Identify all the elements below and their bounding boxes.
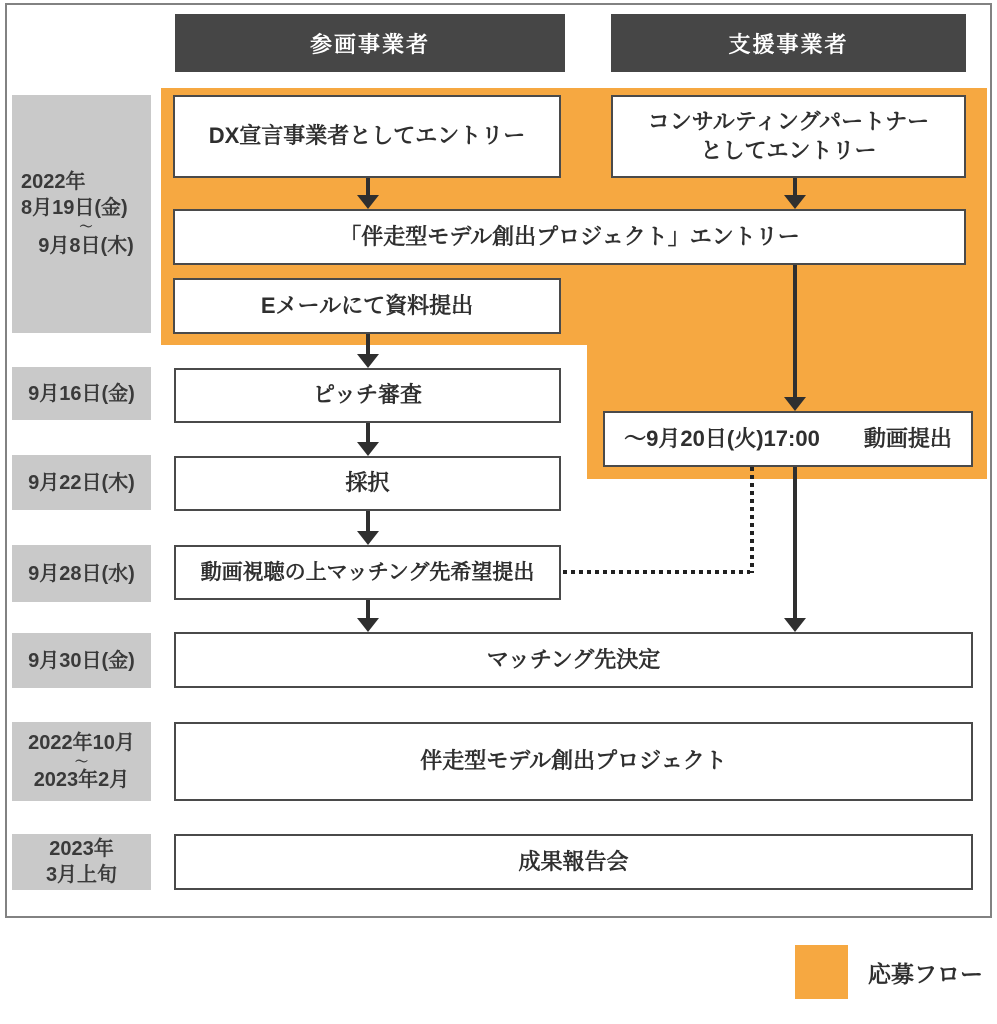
column-header-supporter-label: 支援事業者 — [728, 31, 849, 57]
step-label: 伴走型モデル創出プロジェクト — [420, 748, 727, 774]
step-label: マッチング先決定 — [486, 646, 661, 672]
step-label: としてエントリー — [700, 137, 877, 163]
date-tilde: ～ — [74, 753, 88, 769]
arrowhead-email-to-pitch — [357, 354, 379, 368]
date-matching — [12, 633, 151, 688]
date-tilde: ～ — [79, 219, 93, 235]
date-line: 9月30日(金) — [28, 649, 135, 672]
date-pitch — [12, 367, 151, 420]
date-line: 2023年2月 — [33, 769, 130, 792]
step-email-submit — [173, 278, 561, 334]
column-header-participant — [175, 14, 565, 72]
date-viewing — [12, 545, 151, 602]
step-adoption — [174, 456, 561, 511]
arrow-pitch-to-adoption — [366, 423, 370, 443]
legend-application-flow-swatch — [795, 945, 848, 999]
arrowhead-entry-to-video-submit — [784, 397, 806, 411]
step-label: 動画提出 — [863, 425, 952, 451]
date-report — [12, 834, 151, 890]
arrowhead-consulting-to-entry — [784, 195, 806, 209]
date-entry-period — [12, 95, 151, 333]
date-line: 9月8日(木) — [38, 234, 134, 257]
date-line: 9月22日(木) — [28, 471, 135, 494]
arrow-viewing-to-matching — [366, 600, 370, 619]
step-consulting-entry — [611, 95, 966, 178]
step-pitch-review — [174, 368, 561, 423]
arrow-entry-to-video-submit — [793, 265, 797, 398]
step-video-viewing — [174, 545, 561, 600]
arrow-consulting-to-entry — [793, 178, 797, 196]
date-line: 8月19日(金) — [21, 197, 128, 220]
step-project-entry — [173, 209, 966, 265]
date-adoption — [12, 455, 151, 510]
step-label: 採択 — [345, 470, 390, 496]
arrowhead-viewing-to-matching — [357, 618, 379, 632]
step-deadline: ～9月20日(火)17:00 — [624, 425, 820, 451]
step-label: 動画視聴の上マッチング先希望提出 — [200, 560, 535, 584]
dotted-connector-vertical — [750, 467, 754, 573]
arrowhead-video-submit-to-matching — [784, 618, 806, 632]
arrowhead-dx-to-entry — [357, 195, 379, 209]
step-dx-entry — [173, 95, 561, 178]
step-label: 「伴走型モデル創出プロジェクト」エントリー — [339, 223, 800, 249]
column-header-supporter — [611, 14, 966, 72]
step-label: 成果報告会 — [518, 848, 629, 874]
arrow-adoption-to-viewing — [366, 511, 370, 532]
arrowhead-pitch-to-adoption — [357, 442, 379, 456]
date-project-period — [12, 722, 151, 801]
legend-application-flow-label — [868, 945, 983, 999]
step-matching-decision — [174, 632, 973, 688]
date-line: 2023年 — [49, 838, 114, 860]
step-label: Eメールにて資料提出 — [260, 292, 474, 318]
step-report — [174, 834, 973, 890]
column-header-participant-label: 参画事業者 — [309, 31, 430, 57]
date-line: 2022年10月 — [28, 731, 135, 754]
date-line: 2022年 — [21, 171, 86, 194]
date-line: 9月28日(水) — [28, 562, 135, 585]
legend-text: 応募フロー — [868, 960, 983, 987]
step-label: ピッチ審査 — [312, 382, 423, 408]
arrow-email-to-pitch — [366, 334, 370, 355]
date-line: 3月上旬 — [45, 864, 118, 886]
arrowhead-adoption-to-viewing — [357, 531, 379, 545]
arrow-dx-to-entry — [366, 178, 370, 196]
date-line: 9月16日(金) — [28, 382, 135, 405]
step-project — [174, 722, 973, 801]
step-label: DX宣言事業者としてエントリー — [208, 123, 526, 149]
arrow-video-submit-to-matching — [793, 467, 797, 619]
step-label: コンサルティングパートナー — [647, 108, 930, 134]
step-video-submit — [603, 411, 973, 467]
dotted-connector-horizontal — [563, 570, 750, 574]
